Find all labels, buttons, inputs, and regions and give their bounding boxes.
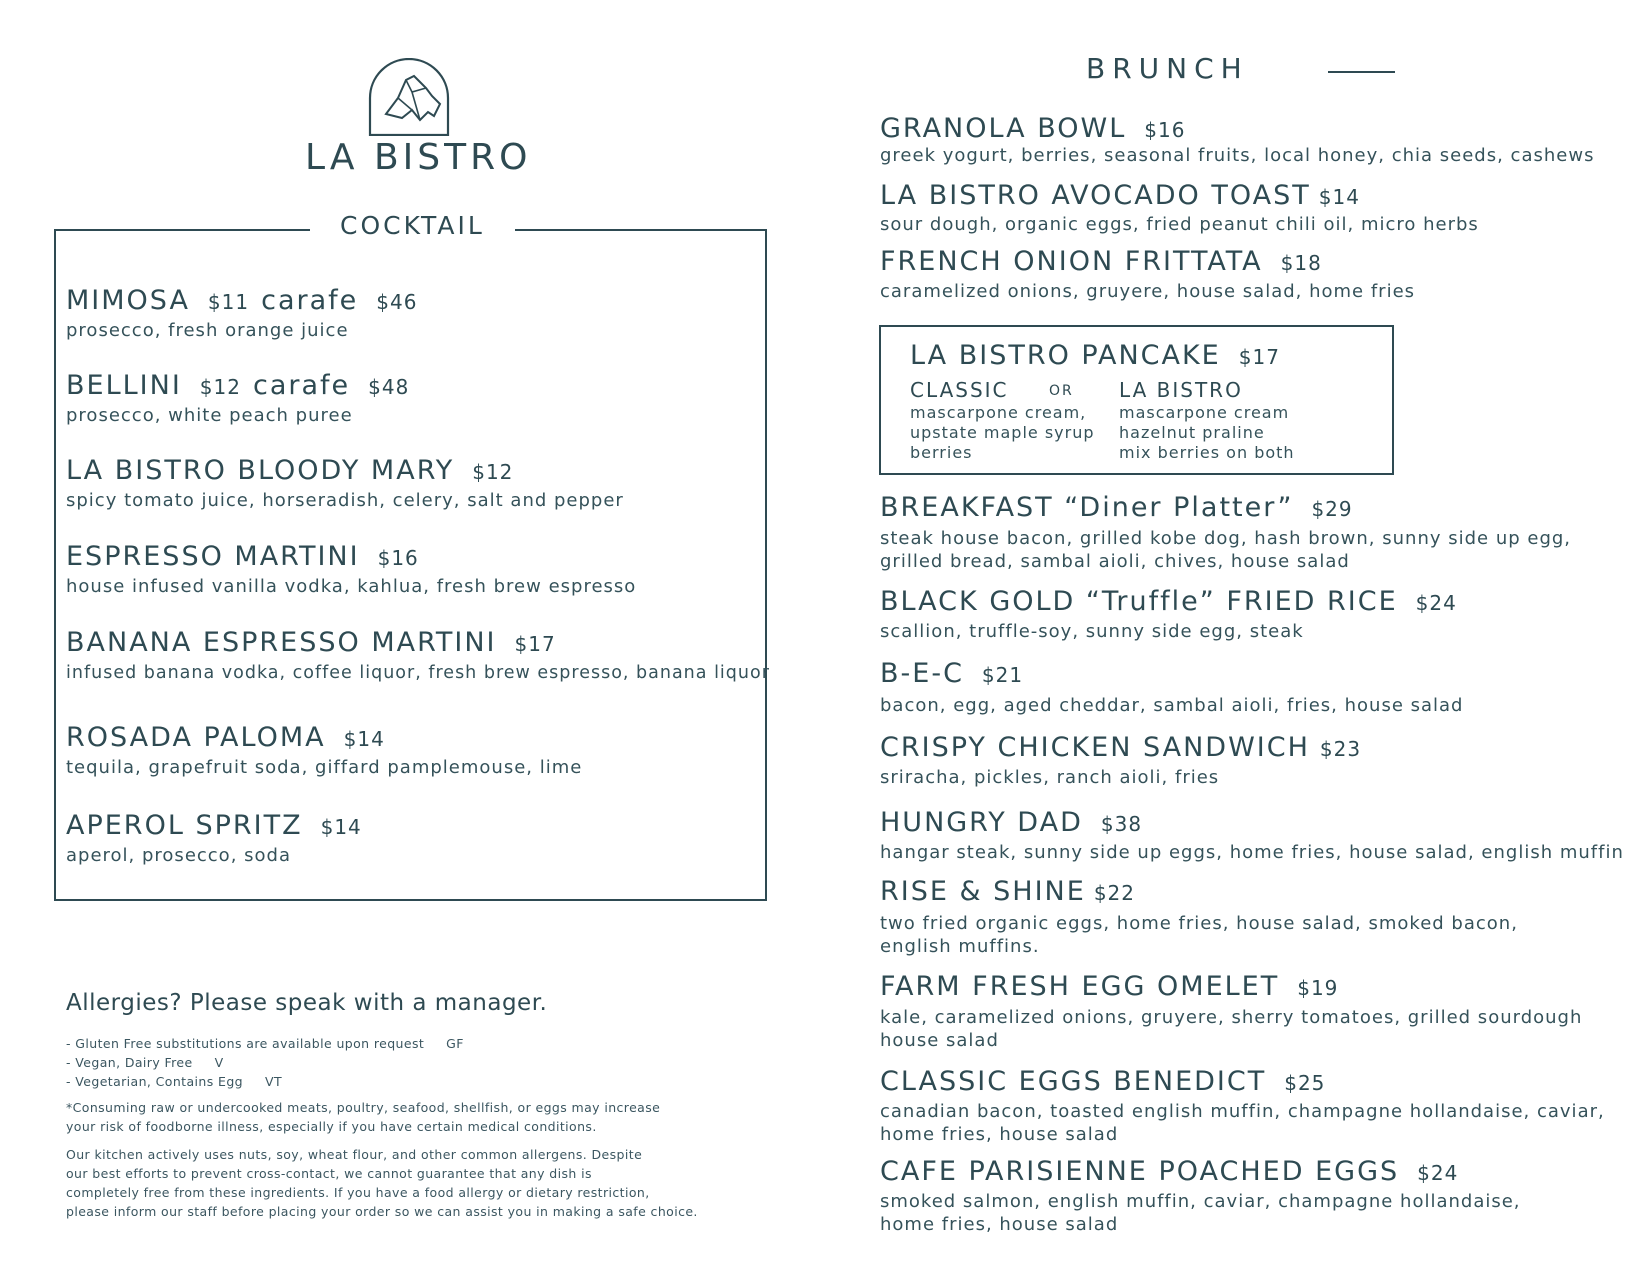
pancake-or: OR <box>1049 383 1074 399</box>
item-description: aperol, prosecco, soda <box>66 845 291 866</box>
cocktail-item <box>66 541 419 572</box>
brunch-item <box>880 1156 1458 1187</box>
carafe-price: $48 <box>368 375 410 399</box>
legend-tag: GF <box>446 1036 464 1051</box>
brunch-item <box>880 113 1185 144</box>
item-description: scallion, truffle-soy, sunny side egg, steak <box>880 621 1304 642</box>
brunch-item <box>880 658 1023 689</box>
item-description: english muffins. <box>880 936 1040 957</box>
bistro-line: mascarpone cream <box>1119 403 1290 422</box>
item-price: $14 <box>343 727 385 751</box>
item-description: caramelized onions, gruyere, house salad, home fries <box>880 281 1416 302</box>
classic-line: mascarpone cream, <box>910 403 1087 422</box>
item-name: RISE & SHINE <box>880 876 1086 907</box>
item-name: ROSADA PALOMA <box>66 722 326 753</box>
item-description: home fries, house salad <box>880 1214 1119 1235</box>
kitchen-line: completely free from these ingredients. If you have a food allergy or dietary restriction, <box>66 1185 650 1200</box>
carafe-price: $46 <box>376 290 418 314</box>
classic-line: upstate maple syrup <box>910 423 1095 442</box>
item-price: $18 <box>1280 251 1322 275</box>
pancake-bistro-label: LA BISTRO <box>1119 378 1243 402</box>
brunch-item <box>880 876 1135 907</box>
item-price: $12 <box>199 375 241 399</box>
item-price: $21 <box>981 663 1024 687</box>
item-name: ESPRESSO MARTINI <box>66 541 360 572</box>
legend-tag: VT <box>265 1074 282 1089</box>
item-price: $25 <box>1284 1071 1326 1095</box>
item-description: home fries, house salad <box>880 1124 1119 1145</box>
carafe-label: carafe <box>252 370 351 401</box>
item-name: GRANOLA BOWL <box>880 113 1127 144</box>
item-price: $16 <box>1144 118 1186 142</box>
item-name: HUNGRY DAD <box>880 807 1083 838</box>
cocktail-item <box>66 285 417 316</box>
legend-text: - Gluten Free substitutions are available upon request <box>66 1036 425 1051</box>
item-price: $22 <box>1093 881 1135 905</box>
item-description: prosecco, fresh orange juice <box>66 320 349 341</box>
item-price: $16 <box>377 546 419 570</box>
item-description: two fried organic eggs, home fries, house salad, smoked bacon, <box>880 913 1518 934</box>
item-price: $14 <box>1318 185 1360 209</box>
cocktail-item <box>66 627 556 658</box>
item-name: BELLINI <box>66 370 182 401</box>
item-name: FARM FRESH EGG OMELET <box>880 971 1280 1002</box>
item-price: $14 <box>320 815 362 839</box>
item-description: house infused vanilla vodka, kahlua, fresh brew espresso <box>66 576 637 597</box>
item-description: infused banana vodka, coffee liquor, fresh brew espresso, banana liquor <box>66 663 770 683</box>
kitchen-line: please inform our staff before placing your order so we can assist you in making a safe choice. <box>66 1204 698 1219</box>
item-price: $11 <box>207 290 250 314</box>
item-description: canadian bacon, toasted english muffin, champagne hollandaise, caviar, <box>880 1101 1605 1122</box>
item-price: $19 <box>1297 976 1339 1000</box>
item-name: CAFE PARISIENNE POACHED EGGS <box>880 1156 1400 1187</box>
brunch-item <box>880 1066 1325 1097</box>
pancake-classic-label: CLASSIC <box>910 378 1009 402</box>
cocktail-item <box>66 455 513 486</box>
carafe-label: carafe <box>261 285 359 316</box>
item-name: LA BISTRO AVOCADO TOAST <box>880 180 1311 211</box>
item-name: APEROL SPRITZ <box>66 810 303 841</box>
brunch-item <box>880 807 1142 838</box>
brunch-item <box>880 971 1338 1002</box>
item-price: $38 <box>1100 812 1143 836</box>
warning-line: your risk of foodborne illness, especially if you have certain medical conditions. <box>66 1119 597 1134</box>
bistro-line: hazelnut praline <box>1119 423 1265 442</box>
brunch-item <box>880 492 1353 523</box>
item-description: prosecco, white peach puree <box>66 405 353 426</box>
brunch-item <box>880 180 1360 211</box>
item-price: $12 <box>472 460 514 484</box>
item-name: LA BISTRO PANCAKE <box>910 340 1221 371</box>
legend-tag: V <box>214 1055 224 1070</box>
item-name: BANANA ESPRESSO MARTINI <box>66 627 497 658</box>
diet-legend-item <box>66 1074 282 1089</box>
item-price: $23 <box>1319 737 1362 761</box>
legend-text: - Vegetarian, Contains Egg <box>66 1074 243 1089</box>
item-description: kale, caramelized onions, gruyere, sherry tomatoes, grilled sourdough <box>880 1007 1583 1028</box>
brand-name: LA BISTRO <box>305 137 532 178</box>
item-description: bacon, egg, aged cheddar, sambal aioli, fries, house salad <box>880 695 1464 716</box>
item-description: smoked salmon, english muffin, caviar, champagne hollandaise, <box>880 1191 1521 1212</box>
warning-line: *Consuming raw or undercooked meats, poultry, seafood, shellfish, or eggs may increase <box>66 1100 661 1115</box>
item-price: $24 <box>1415 591 1457 615</box>
classic-line: berries <box>910 443 973 462</box>
cocktail-title: COCKTAIL <box>310 211 515 240</box>
item-name: CLASSIC EGGS BENEDICT <box>880 1066 1267 1097</box>
item-description: grilled bread, sambal aioli, chives, house salad <box>880 551 1350 572</box>
item-description: steak house bacon, grilled kobe dog, hash brown, sunny side up egg, <box>880 528 1572 549</box>
item-description: sriracha, pickles, ranch aioli, fries <box>880 767 1220 788</box>
item-description: sour dough, organic eggs, fried peanut chili oil, micro herbs <box>880 214 1479 235</box>
bistro-line: mix berries on both <box>1119 443 1295 462</box>
item-name: LA BISTRO BLOODY MARY <box>66 455 455 486</box>
kitchen-line: Our kitchen actively uses nuts, soy, wheat flour, and other common allergens. Despite <box>66 1147 643 1162</box>
item-description: house salad <box>880 1030 999 1051</box>
cocktail-item <box>66 810 362 841</box>
item-price: $29 <box>1311 497 1353 521</box>
cocktail-item <box>66 722 385 753</box>
item-description: greek yogurt, berries, seasonal fruits, local honey, chia seeds, cashews <box>880 145 1595 166</box>
item-price: $17 <box>514 632 556 656</box>
item-description: tequila, grapefruit soda, giffard pamplemouse, lime <box>66 757 583 778</box>
item-name: CRISPY CHICKEN SANDWICH <box>880 732 1310 763</box>
brunch-title: BRUNCH <box>1072 52 1263 85</box>
item-name: BLACK GOLD “Truffle” FRIED RICE <box>880 586 1398 617</box>
item-name: BREAKFAST “Diner Platter” <box>880 492 1294 523</box>
diet-legend-item <box>66 1055 224 1070</box>
diet-legend-item <box>66 1036 464 1051</box>
brunch-item <box>880 586 1457 617</box>
allergy-title: Allergies? Please speak with a manager. <box>66 990 548 1016</box>
item-price: $24 <box>1417 1161 1459 1185</box>
item-description: hangar steak, sunny side up eggs, home fries, house salad, english muffin <box>880 842 1624 863</box>
item-description: spicy tomato juice, horseradish, celery, salt and pepper <box>66 490 624 511</box>
title-rule <box>1328 71 1395 73</box>
item-name: FRENCH ONION FRITTATA <box>880 246 1263 277</box>
item-name: MIMOSA <box>66 285 190 316</box>
brunch-item <box>880 732 1361 763</box>
item-name: B-E-C <box>880 658 964 689</box>
legend-text: - Vegan, Dairy Free <box>66 1055 193 1070</box>
kitchen-line: our best efforts to prevent cross-contact, we cannot guarantee that any dish is <box>66 1166 592 1181</box>
item-price: $17 <box>1238 345 1280 369</box>
cocktail-item <box>66 370 409 401</box>
brunch-item <box>910 340 1280 371</box>
brunch-item <box>880 246 1322 277</box>
horse-head-arch-icon <box>368 58 450 136</box>
